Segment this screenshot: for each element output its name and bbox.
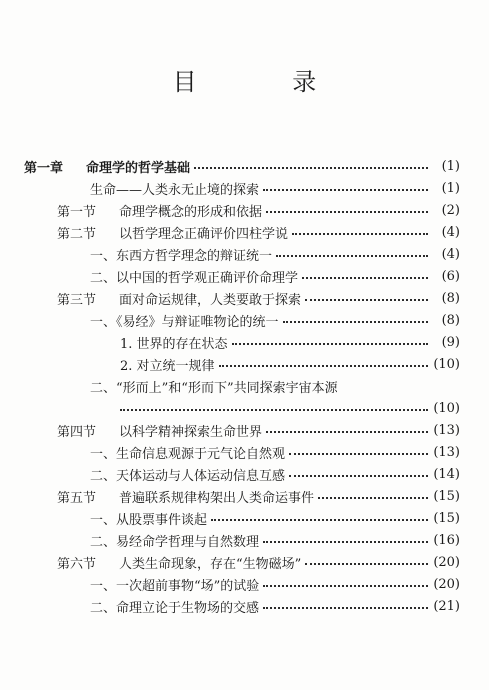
toc-dot-leader [289,445,428,459]
toc-entry-number: 第六节 [57,556,97,572]
toc-dot-leader [263,533,428,547]
toc-entry-page: (2) [441,202,460,218]
toc-entry-title: 2. 对立统一规律 [120,358,215,374]
toc-entry-section-1[interactable] [57,199,460,221]
toc-entry[interactable] [90,463,460,485]
page-title: 目 录 [172,68,361,96]
toc-dot-leader [219,357,428,371]
toc-dot-leader [263,181,428,195]
toc-entry[interactable] [120,331,460,353]
toc-entry-section-5[interactable] [57,485,460,507]
toc-entry[interactable] [90,177,460,199]
toc-entry-page: (4) [441,246,460,262]
toc-dot-leader [318,489,428,503]
toc-dot-leader [292,225,428,239]
toc-entry-title: 一、《易经》与辩证唯物论的统一 [90,314,279,330]
toc-entry-number: 第三节 [57,292,97,308]
toc-entry-title: 二、天体运动与人体运动信息互感 [90,468,286,484]
toc-entry-title: 1. 世界的存在状态 [120,336,228,352]
toc-entry-page: (1) [441,180,460,196]
toc-dot-leader [232,335,428,349]
toc-entry[interactable] [90,507,460,529]
toc-entry-title: 二、易经命学哲理与自然数理 [90,534,260,550]
toc-entry-title: 命理学概念的形成和依据 [119,204,263,220]
toc-entry-title: 以科学精神探索生命世界 [119,424,263,440]
toc-entry-page: (21) [433,598,460,614]
toc-dot-leader [305,555,428,569]
toc-dot-leader [283,313,428,327]
toc-entry[interactable] [90,441,460,463]
toc-dot-leader [305,291,428,305]
toc-entry-page: (16) [433,532,460,548]
toc-entry-section-3[interactable] [57,287,460,309]
toc-entry-page: (10) [433,356,460,372]
toc-entry-chapter-1[interactable] [24,155,460,177]
toc-entry-number: 第一章 [24,160,64,176]
toc-entry-number: 第四节 [57,424,97,440]
toc-entry-page: (20) [433,576,460,592]
toc-dot-leader [302,269,428,283]
toc-entry-page: (15) [433,488,460,504]
toc-entry-page: (8) [441,290,460,306]
toc-entry-title: 以哲学理念正确评价四柱学说 [119,226,289,242]
toc-entry[interactable] [90,595,460,617]
toc-entry-page: (20) [433,554,460,570]
toc-entry-title: 一、从股票事件谈起 [90,512,208,528]
toc-entry[interactable] [90,529,460,551]
toc-dot-leader [263,599,428,613]
toc-entry-page: (13) [433,444,460,460]
toc-entry-page: (8) [441,312,460,328]
toc-dot-leader [194,159,428,173]
toc-entry-number: 第一节 [57,204,97,220]
toc-dot-leader [276,247,428,261]
toc-entry[interactable] [90,573,460,595]
toc-entry-section-4[interactable] [57,419,460,441]
toc-entry-page: (6) [441,268,460,284]
toc-dot-leader [289,467,428,481]
toc-entry-page: (13) [433,422,460,438]
toc-entry[interactable] [90,265,460,287]
toc-entry[interactable] [90,243,460,265]
toc-entry-page: (9) [441,334,460,350]
toc-entry-number: 第二节 [57,226,97,242]
toc-entry-title: 生命——人类永无止境的探索 [90,182,260,198]
toc-dot-leader [211,511,428,525]
toc-entry-title: 一、一次超前事物“场”的试验 [90,578,260,594]
toc-entry-title: 二、以中国的哲学观正确评价命理学 [90,270,299,286]
toc-entry-title: 人类生命现象，存在“生物磁场” [119,556,302,572]
toc-entry-title: 一、东西方哲学理念的辩证统一 [90,248,273,264]
toc-dot-leader [266,423,428,437]
toc-entry-section-2[interactable] [57,221,460,243]
toc-entry-title: 二、命理立论于生物场的交感 [90,600,260,616]
toc-entry-title: 二、“形而上”和“形而下”共同探索宇宙本源 [90,380,338,396]
toc-entry-page: (14) [433,466,460,482]
toc-entry-title: 一、生命信息观源于元气论自然观 [90,446,286,462]
toc-entry-continuation[interactable] [120,397,460,419]
toc-entry[interactable] [90,309,460,331]
toc-entry-section-6[interactable] [57,551,460,573]
toc-dot-leader [120,401,428,415]
toc-entry-page: (15) [433,510,460,526]
toc-entry-title: 面对命运规律，人类要敢于探索 [119,292,302,308]
toc-entry[interactable] [90,375,460,397]
toc-entry-title: 普遍联系规律构架出人类命运事件 [119,490,315,506]
toc-dot-leader [266,203,428,217]
toc-entry[interactable] [120,353,460,375]
toc-dot-leader [263,577,428,591]
toc-entry-page: (1) [441,158,460,174]
toc-entry-title: 命理学的哲学基础 [86,160,191,176]
toc-entry-page: (4) [441,224,460,240]
toc-entry-page: (10) [433,400,460,416]
toc-entry-number: 第五节 [57,490,97,506]
